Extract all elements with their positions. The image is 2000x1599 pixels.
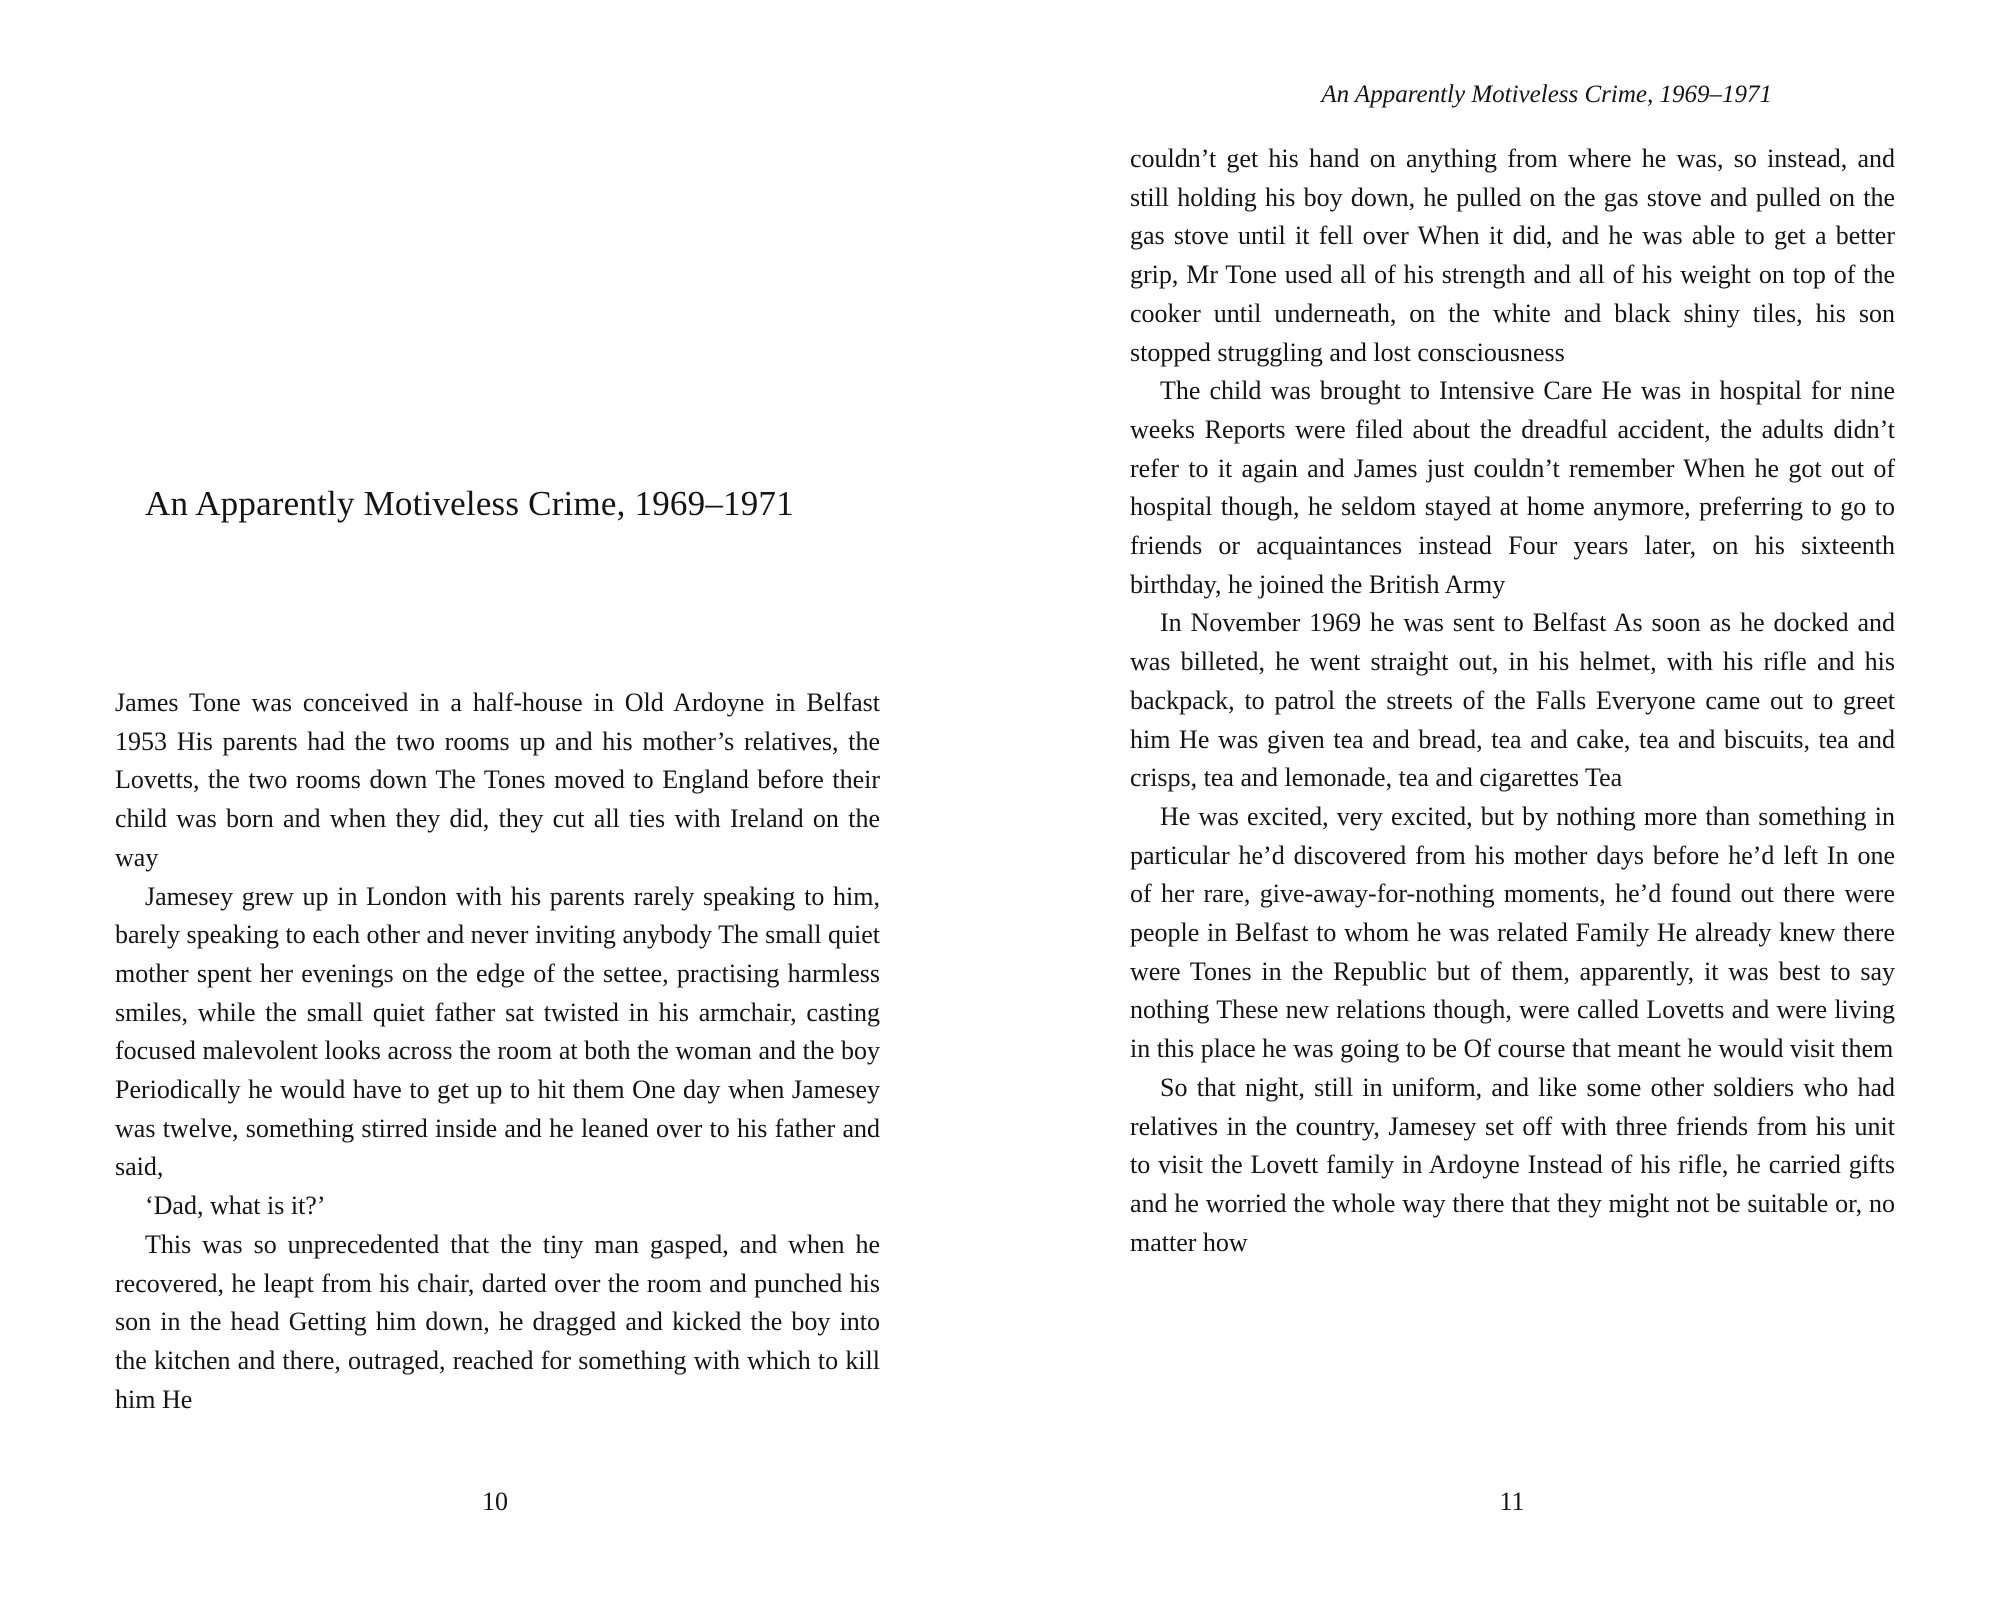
paragraph: This was so unprecedented that the tiny man gasped, and when he recovered, he leapt from his chair, darted over the room and punched his son in the head Getting him down, he dragged and kicked the boy into the kitchen and there, outraged, reached for something with which to kill him He	[115, 1229, 880, 1414]
paragraph: couldn’t get his hand on anything from where he was, so instead, and still holding his boy down, he pulled on the gas stove and pulled on the gas stove until it fell over When it did, and he was able to get a better grip, Mr Tone used all of his strength and all of his weight on top of the cooker until underneath, on the white and black shiny tiles, his son stopped struggling and lost consciousness	[1130, 144, 1895, 367]
running-head: An Apparently Motiveless Crime, 1969–1971	[1321, 81, 1772, 108]
paragraph: In November 1969 he was sent to Belfast As soon as he docked and was billeted, he went straight out, in his helmet, with his rifle and his backpack, to patrol the streets of the Falls Everyone came out to greet him He was given tea and bread, tea and cake, tea and biscuits, tea and crisps, tea and lemonade, tea and cigarettes Tea	[1130, 608, 1895, 793]
right-body-text	[1130, 140, 1895, 1262]
page-number: 10	[482, 1487, 508, 1516]
left-body-text	[115, 684, 880, 1419]
paragraph: ‘Dad, what is it?’	[145, 1191, 326, 1221]
page-number: 11	[1499, 1487, 1525, 1516]
right-page	[1000, 0, 2000, 1599]
paragraph: James Tone was conceived in a half-house in Old Ardoyne in Belfast 1953 His parents had the two rooms up and his mother’s relatives, the Lovetts, the two rooms down The Tones moved to England before their child was born and when they did, they cut all ties with Ireland on the way	[115, 688, 880, 872]
paragraph: He was excited, very excited, but by nothing more than something in particular he’d discovered from his mother days before he’d left In one of her rare, give-away-for-nothing moments, he’d found out there were people in Belfast to whom he was related Family He already knew there were Tones in the Republic but of them, apparently, it was best to say nothing These new relations though, were called Lovetts and were living in this place he was going to be Of course that meant he would visit them	[1130, 801, 1895, 1064]
paragraph: So that night, still in uniform, and like some other soldiers who had relatives in the country, Jamesey set off with three friends from his unit to visit the Lovett family in Ardoyne Instead of his rifle, he carried gifts and he worried the whole way there that they might not be suitable or, no matter how	[1130, 1072, 1895, 1257]
paragraph: The child was brought to Intensive Care He was in hospital for nine weeks Reports were filed about the dreadful accident, the adults didn’t refer to it again and James just couldn’t remember When he got out of hospital though, he seldom stayed at home anymore, preferring to go to friends or acquaintances instead Four years later, on his sixteenth birthday, he joined the British Army	[1130, 376, 1895, 599]
chapter-title: An Apparently Motiveless Crime, 1969–1971	[145, 484, 794, 523]
paragraph: Jamesey grew up in London with his parents rarely speaking to him, barely speaking to each other and never inviting anybody The small quiet mother spent her evenings on the edge of the settee, practising harmless smiles, while the small quiet father sat twisted in his armchair, casting focused malevolent looks across the room at both the woman and the boy Periodically he would have to get up to hit them One day when Jamesey was twelve, something stirred inside and he leaned over to his father and said,	[115, 881, 880, 1182]
